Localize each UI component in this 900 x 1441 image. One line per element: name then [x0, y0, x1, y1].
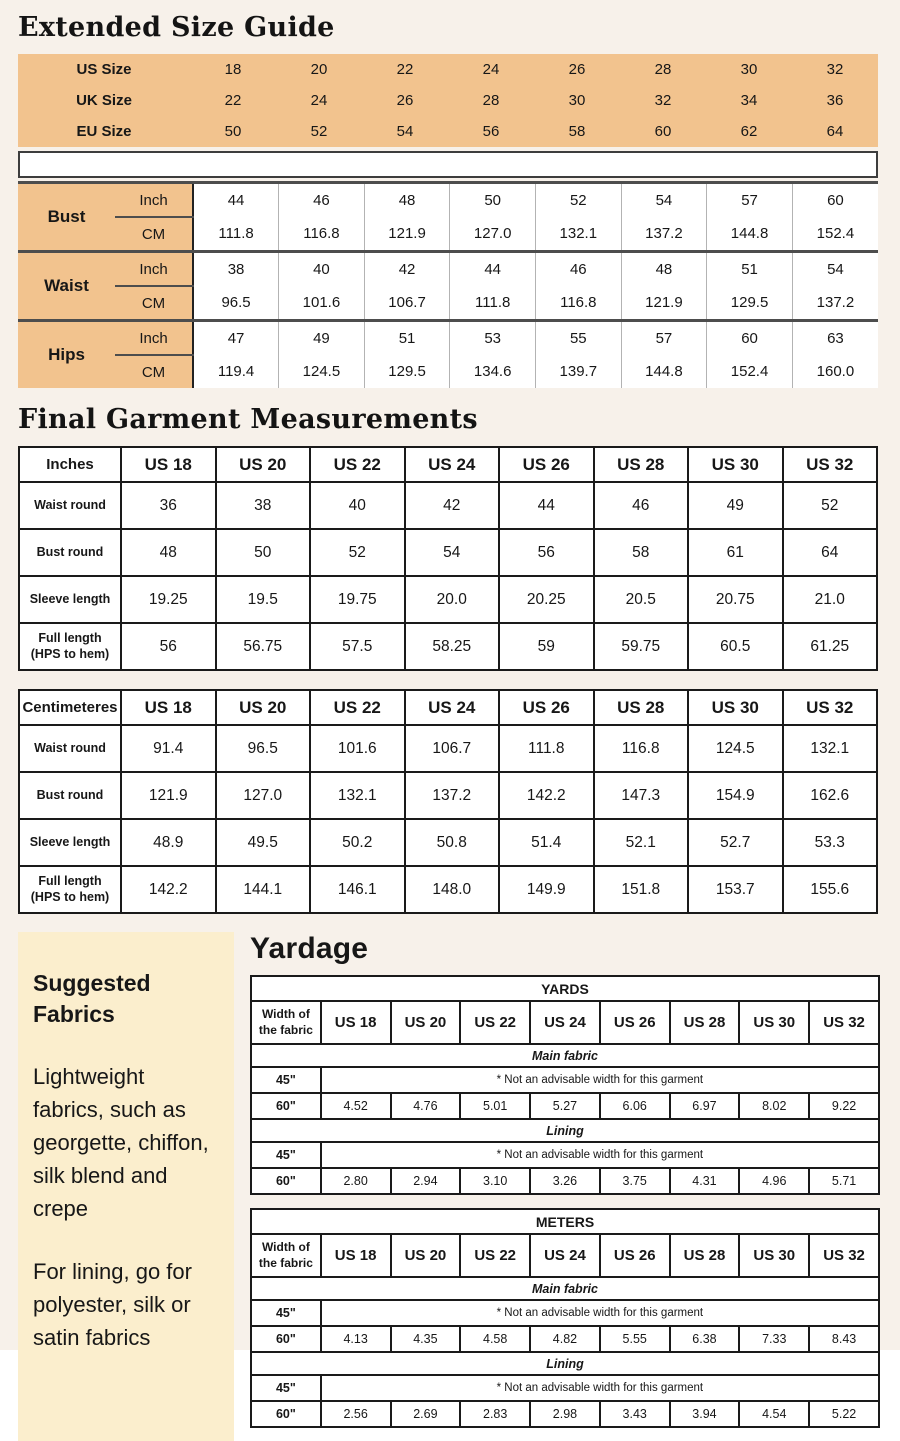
garment-value: 124.5	[688, 725, 783, 772]
garment-value: 51.4	[499, 819, 594, 866]
garment-value: 137.2	[405, 772, 500, 819]
garment-row-label: Sleeve length	[19, 576, 121, 623]
inch-value: 38	[193, 252, 279, 287]
yardage-value: 6.38	[670, 1326, 740, 1352]
yardage-value: 3.26	[530, 1168, 600, 1194]
cm-value: 116.8	[279, 217, 365, 252]
fabric-width-label: 45"	[251, 1375, 321, 1401]
inch-value: 44	[193, 183, 279, 218]
size-system-label: UK Size	[76, 92, 132, 109]
not-advisable-note: * Not an advisable width for this garment	[321, 1142, 879, 1168]
yardage-header-row	[251, 1001, 879, 1044]
garment-value: 49.5	[216, 819, 311, 866]
body-part-label: Waist	[18, 252, 115, 321]
size-row	[18, 116, 878, 147]
garment-value: 147.3	[594, 772, 689, 819]
cm-value: 139.7	[536, 355, 622, 388]
cm-value: 101.6	[279, 286, 365, 321]
garment-value: 48	[121, 529, 216, 576]
unit-label-cm: CM	[115, 217, 193, 252]
cm-value: 137.2	[792, 286, 878, 321]
garment-value: 19.5	[216, 576, 311, 623]
inch-value: 51	[364, 321, 450, 356]
cm-value: 144.8	[707, 217, 793, 252]
size-value: 28	[654, 61, 672, 78]
garment-value: 144.1	[216, 866, 311, 913]
yardage-size-header: US 28	[670, 1001, 740, 1044]
garment-row-label: Sleeve length	[19, 819, 121, 866]
size-value: 26	[568, 61, 586, 78]
garment-value: 111.8	[499, 725, 594, 772]
size-value: 58	[568, 123, 586, 140]
yardage-size-header: US 18	[321, 1001, 391, 1044]
cm-value: 124.5	[279, 355, 365, 388]
size-value: 52	[310, 123, 328, 140]
unit-label-inch: Inch	[115, 321, 193, 356]
garment-value: 54	[405, 529, 500, 576]
size-value: 62	[740, 123, 758, 140]
garment-row	[19, 772, 877, 819]
inch-value: 57	[707, 183, 793, 218]
yardage-size-header: US 20	[391, 1234, 461, 1277]
yardage-section-row	[251, 1044, 879, 1067]
garment-unit-header: Inches	[19, 447, 121, 482]
yardage-section-row	[251, 1277, 879, 1300]
garment-size-header: US 30	[688, 690, 783, 725]
yardage-value: 5.71	[809, 1168, 879, 1194]
yardage-size-header: US 26	[600, 1234, 670, 1277]
fabrics-paragraph-main: Lightweight fabrics, such as georgette, chiffon, silk blend and crepe	[33, 1064, 209, 1222]
garment-table	[18, 689, 878, 914]
size-value: 32	[654, 92, 672, 109]
size-row	[18, 85, 878, 116]
fabric-width-label: 45"	[251, 1300, 321, 1326]
garment-value: 96.5	[216, 725, 311, 772]
garment-row	[19, 482, 877, 529]
body-part-label: Hips	[18, 321, 115, 389]
garment-value: 20.25	[499, 576, 594, 623]
garment-value: 38	[216, 482, 311, 529]
cm-value: 152.4	[707, 355, 793, 388]
garment-row	[19, 866, 877, 913]
yardage-table	[250, 1208, 880, 1428]
inch-value: 54	[792, 252, 878, 287]
garment-size-header: US 28	[594, 447, 689, 482]
cm-value: 129.5	[707, 286, 793, 321]
garment-header-row	[19, 690, 877, 725]
yardage-size-header: US 22	[460, 1234, 530, 1277]
garment-size-header: US 20	[216, 447, 311, 482]
cm-value: 152.4	[792, 217, 878, 252]
yardage-value: 5.22	[809, 1401, 879, 1427]
garment-value: 61.25	[783, 623, 878, 670]
empty-divider-row	[18, 151, 878, 178]
yardage-data-row	[251, 1093, 879, 1119]
garment-value: 20.0	[405, 576, 500, 623]
suggested-fabrics-panel	[18, 932, 234, 1441]
garment-row-label: Bust round	[19, 772, 121, 819]
garment-value: 132.1	[310, 772, 405, 819]
garment-row	[19, 725, 877, 772]
inch-value: 50	[450, 183, 536, 218]
garment-value: 132.1	[783, 725, 878, 772]
yardage-value: 6.06	[600, 1093, 670, 1119]
garment-size-header: US 32	[783, 447, 878, 482]
cm-value: 119.4	[193, 355, 279, 388]
garment-value: 162.6	[783, 772, 878, 819]
size-value: 22	[224, 92, 242, 109]
garment-table	[18, 446, 878, 671]
cm-value: 129.5	[364, 355, 450, 388]
body-cm-row	[18, 217, 878, 252]
size-system-label: EU Size	[76, 123, 132, 140]
garment-value: 155.6	[783, 866, 878, 913]
garment-value: 58	[594, 529, 689, 576]
yardage-data-row	[251, 1300, 879, 1326]
garment-value: 91.4	[121, 725, 216, 772]
yardage-table	[250, 975, 880, 1195]
garment-value: 40	[310, 482, 405, 529]
yardage-value: 4.35	[391, 1326, 461, 1352]
yardage-value: 8.02	[739, 1093, 809, 1119]
yardage-data-row	[251, 1168, 879, 1194]
body-part-label: Bust	[18, 183, 115, 252]
inch-value: 46	[279, 183, 365, 218]
body-inch-row	[18, 252, 878, 287]
inch-value: 52	[536, 183, 622, 218]
garment-row-label: Waist round	[19, 482, 121, 529]
yardage-section-row	[251, 1119, 879, 1142]
width-of-fabric-header: Width of the fabric	[251, 1001, 321, 1044]
garment-value: 44	[499, 482, 594, 529]
yardage-value: 4.13	[321, 1326, 391, 1352]
yardage-value: 2.56	[321, 1401, 391, 1427]
yardage-data-row	[251, 1067, 879, 1093]
size-value: 34	[740, 92, 758, 109]
size-value: 56	[482, 123, 500, 140]
garment-value: 52	[310, 529, 405, 576]
size-value: 64	[826, 123, 844, 140]
garment-row-label: Bust round	[19, 529, 121, 576]
yardage-data-row	[251, 1401, 879, 1427]
garment-value: 19.25	[121, 576, 216, 623]
garment-value: 106.7	[405, 725, 500, 772]
body-cm-row	[18, 355, 878, 388]
body-measurements-table	[18, 181, 878, 388]
inch-value: 47	[193, 321, 279, 356]
garment-value: 59	[499, 623, 594, 670]
yardage-value: 2.94	[391, 1168, 461, 1194]
inch-value: 57	[621, 321, 707, 356]
garment-size-header: US 26	[499, 690, 594, 725]
garment-row	[19, 623, 877, 670]
yardage-value: 3.43	[600, 1401, 670, 1427]
yardage-size-header: US 32	[809, 1234, 879, 1277]
garment-value: 127.0	[216, 772, 311, 819]
body-inch-row	[18, 321, 878, 356]
fabric-width-label: 45"	[251, 1067, 321, 1093]
yardage-size-header: US 20	[391, 1001, 461, 1044]
cm-value: 127.0	[450, 217, 536, 252]
size-value: 32	[826, 61, 844, 78]
yardage-value: 9.22	[809, 1093, 879, 1119]
cm-value: 116.8	[536, 286, 622, 321]
size-value: 50	[224, 123, 242, 140]
inch-value: 53	[450, 321, 536, 356]
inch-value: 54	[621, 183, 707, 218]
garment-size-header: US 22	[310, 447, 405, 482]
garment-value: 48.9	[121, 819, 216, 866]
size-value: 60	[654, 123, 672, 140]
yardage-value: 4.31	[670, 1168, 740, 1194]
inch-value: 40	[279, 252, 365, 287]
size-system-label: US Size	[76, 61, 132, 78]
cm-value: 137.2	[621, 217, 707, 252]
yardage-value: 2.83	[460, 1401, 530, 1427]
yardage-unit-row	[251, 976, 879, 1001]
garment-value: 142.2	[499, 772, 594, 819]
garment-value: 52.7	[688, 819, 783, 866]
inch-value: 46	[536, 252, 622, 287]
garment-value: 56	[121, 623, 216, 670]
yardage-data-row	[251, 1375, 879, 1401]
inch-value: 48	[621, 252, 707, 287]
cm-value: 111.8	[193, 217, 279, 252]
inch-value: 42	[364, 252, 450, 287]
garment-value: 121.9	[121, 772, 216, 819]
inch-value: 55	[536, 321, 622, 356]
suggested-fabrics-title: Suggested Fabrics	[33, 970, 151, 1028]
bottom-section	[18, 932, 880, 1441]
yardage-value: 2.80	[321, 1168, 391, 1194]
garment-unit-header: Centimeteres	[19, 690, 121, 725]
unit-label-cm: CM	[115, 286, 193, 321]
cm-value: 111.8	[450, 286, 536, 321]
final-garment-title: Final Garment Measurements	[18, 404, 478, 435]
fabric-width-label: 60"	[251, 1401, 321, 1427]
fabric-width-label: 60"	[251, 1326, 321, 1352]
yardage-value: 4.76	[391, 1093, 461, 1119]
yardage-size-header: US 32	[809, 1001, 879, 1044]
unit-label-inch: Inch	[115, 183, 193, 218]
unit-label-inch: Inch	[115, 252, 193, 287]
garment-value: 116.8	[594, 725, 689, 772]
size-value: 24	[482, 61, 500, 78]
size-value: 30	[568, 92, 586, 109]
yardage-value: 3.10	[460, 1168, 530, 1194]
yardage-header-row	[251, 1234, 879, 1277]
garment-value: 149.9	[499, 866, 594, 913]
yardage-value: 4.96	[739, 1168, 809, 1194]
garment-value: 148.0	[405, 866, 500, 913]
garment-size-header: US 24	[405, 447, 500, 482]
yardage-value: 3.94	[670, 1401, 740, 1427]
body-inch-row	[18, 183, 878, 218]
body-cm-row	[18, 286, 878, 321]
inch-value: 60	[707, 321, 793, 356]
yardage-size-header: US 26	[600, 1001, 670, 1044]
garment-row	[19, 819, 877, 866]
inch-value: 44	[450, 252, 536, 287]
yardage-size-header: US 24	[530, 1234, 600, 1277]
yardage-data-row	[251, 1326, 879, 1352]
garment-value: 19.75	[310, 576, 405, 623]
yardage-value: 8.43	[809, 1326, 879, 1352]
cm-value: 132.1	[536, 217, 622, 252]
not-advisable-note: * Not an advisable width for this garment	[321, 1067, 879, 1093]
inch-value: 48	[364, 183, 450, 218]
garment-value: 21.0	[783, 576, 878, 623]
yardage-value: 4.52	[321, 1093, 391, 1119]
yardage-size-header: US 24	[530, 1001, 600, 1044]
garment-value: 36	[121, 482, 216, 529]
garment-value: 56.75	[216, 623, 311, 670]
garment-size-header: US 30	[688, 447, 783, 482]
yardage-value: 2.69	[391, 1401, 461, 1427]
garment-value: 101.6	[310, 725, 405, 772]
yardage-value: 3.75	[600, 1168, 670, 1194]
yardage-size-header: US 28	[670, 1234, 740, 1277]
yardage-value: 5.27	[530, 1093, 600, 1119]
yardage-unit-row	[251, 1209, 879, 1234]
width-of-fabric-header: Width of the fabric	[251, 1234, 321, 1277]
garment-value: 57.5	[310, 623, 405, 670]
unit-label-cm: CM	[115, 355, 193, 388]
fabrics-paragraph-lining: For lining, go for polyester, silk or satin fabrics	[33, 1259, 192, 1351]
inch-value: 60	[792, 183, 878, 218]
size-value: 24	[310, 92, 328, 109]
size-value: 54	[396, 123, 414, 140]
inch-value: 63	[792, 321, 878, 356]
size-value: 22	[396, 61, 414, 78]
size-value: 36	[826, 92, 844, 109]
yardage-size-header: US 30	[739, 1001, 809, 1044]
yardage-section	[250, 932, 880, 1441]
garment-value: 46	[594, 482, 689, 529]
garment-value: 52.1	[594, 819, 689, 866]
garment-value: 60.5	[688, 623, 783, 670]
yardage-title: Yardage	[250, 932, 369, 965]
yardage-value: 5.55	[600, 1326, 670, 1352]
yardage-value: 5.01	[460, 1093, 530, 1119]
garment-value: 59.75	[594, 623, 689, 670]
size-value: 28	[482, 92, 500, 109]
yardage-unit-title: METERS	[251, 1209, 879, 1234]
garment-value: 20.5	[594, 576, 689, 623]
yardage-section-label: Main fabric	[251, 1044, 879, 1067]
garment-row-label: Full length (HPS to hem)	[19, 623, 121, 670]
garment-value: 153.7	[688, 866, 783, 913]
garment-row	[19, 576, 877, 623]
garment-row-label: Full length (HPS to hem)	[19, 866, 121, 913]
fabric-width-label: 60"	[251, 1168, 321, 1194]
yardage-section-row	[251, 1352, 879, 1375]
garment-size-header: US 24	[405, 690, 500, 725]
garment-value: 50.8	[405, 819, 500, 866]
size-value: 20	[310, 61, 328, 78]
yardage-value: 4.58	[460, 1326, 530, 1352]
garment-value: 154.9	[688, 772, 783, 819]
size-row	[18, 54, 878, 85]
yardage-value: 4.82	[530, 1326, 600, 1352]
yardage-size-header: US 18	[321, 1234, 391, 1277]
yardage-value: 2.98	[530, 1401, 600, 1427]
garment-row-label: Waist round	[19, 725, 121, 772]
garment-row	[19, 529, 877, 576]
garment-value: 53.3	[783, 819, 878, 866]
garment-value: 42	[405, 482, 500, 529]
garment-size-header: US 18	[121, 447, 216, 482]
cm-value: 106.7	[364, 286, 450, 321]
not-advisable-note: * Not an advisable width for this garment	[321, 1375, 879, 1401]
garment-size-header: US 18	[121, 690, 216, 725]
yardage-value: 7.33	[739, 1326, 809, 1352]
cm-value: 121.9	[621, 286, 707, 321]
garment-value: 142.2	[121, 866, 216, 913]
yardage-value: 6.97	[670, 1093, 740, 1119]
yardage-size-header: US 30	[739, 1234, 809, 1277]
inch-value: 49	[279, 321, 365, 356]
yardage-section-label: Lining	[251, 1119, 879, 1142]
garment-header-row	[19, 447, 877, 482]
yardage-section-label: Main fabric	[251, 1277, 879, 1300]
garment-value: 56	[499, 529, 594, 576]
size-value: 30	[740, 61, 758, 78]
garment-value: 58.25	[405, 623, 500, 670]
garment-value: 50.2	[310, 819, 405, 866]
garment-value: 50	[216, 529, 311, 576]
not-advisable-note: * Not an advisable width for this garment	[321, 1300, 879, 1326]
cm-value: 134.6	[450, 355, 536, 388]
fabric-width-label: 45"	[251, 1142, 321, 1168]
cm-value: 96.5	[193, 286, 279, 321]
cm-value: 144.8	[621, 355, 707, 388]
garment-size-header: US 26	[499, 447, 594, 482]
garment-value: 146.1	[310, 866, 405, 913]
yardage-section-label: Lining	[251, 1352, 879, 1375]
garment-value: 52	[783, 482, 878, 529]
size-conversion-table	[18, 54, 878, 147]
fabric-width-label: 60"	[251, 1093, 321, 1119]
size-value: 18	[224, 61, 242, 78]
garment-value: 151.8	[594, 866, 689, 913]
garment-size-header: US 22	[310, 690, 405, 725]
garment-size-header: US 32	[783, 690, 878, 725]
garment-size-header: US 20	[216, 690, 311, 725]
garment-value: 20.75	[688, 576, 783, 623]
yardage-value: 4.54	[739, 1401, 809, 1427]
yardage-data-row	[251, 1142, 879, 1168]
garment-value: 64	[783, 529, 878, 576]
yardage-unit-title: YARDS	[251, 976, 879, 1001]
cm-value: 121.9	[364, 217, 450, 252]
garment-value: 49	[688, 482, 783, 529]
garment-size-header: US 28	[594, 690, 689, 725]
extended-size-guide-title: Extended Size Guide	[18, 12, 335, 43]
cm-value: 160.0	[792, 355, 878, 388]
size-value: 26	[396, 92, 414, 109]
yardage-size-header: US 22	[460, 1001, 530, 1044]
garment-value: 61	[688, 529, 783, 576]
inch-value: 51	[707, 252, 793, 287]
